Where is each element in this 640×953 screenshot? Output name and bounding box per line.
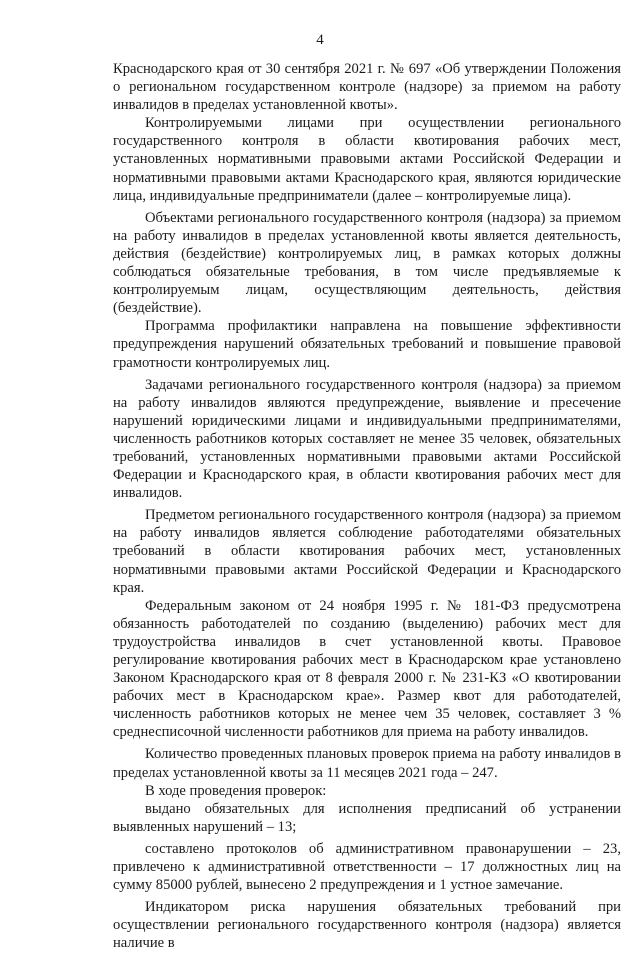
page-number: 4 [316,32,324,48]
paragraph: Контролируемыми лицами при осуществлении регионального государственного контроля в области квотирования рабочих мест, установленных нормативными правовыми актами Российской Федерации и нормативными правовыми актами Краснодарского края, являются юридические лица, индивидуальные предприниматели (далее – контролируемые лица). [113,115,621,204]
paragraph: Индикатором риска нарушения обязательных требований при осуществлении регионального государственного контроля (надзора) является наличие в [113,899,621,952]
document-body [113,60,621,953]
paragraph: составлено протоколов об административном правонарушении – 23, привлечено к административной ответственности – 17 должностных лиц на сумму 85000 рублей, вынесено 2 предупреждения и 1 устное замечание. [113,840,621,894]
paragraph: выдано обязательных для исполнения предписаний об устранении выявленных нарушений – 13; [113,800,621,835]
paragraph: Количество проведенных плановых проверок приема на работу инвалидов в пределах установленной квоты за 11 месяцев 2021 года – 247. [113,746,621,781]
paragraph: Предметом регионального государственного контроля (надзора) за приемом на работу инвалидов является соблюдение работодателями обязательных требований в области квотирования рабочих мест, установленных нормативными правовыми актами Российской Федерации и Краснодарского края. [113,507,621,596]
paragraph: Объектами регионального государственного контроля (надзора) за приемом на работу инвалидов в пределах установленной квоты является деятельность, действия (бездействие) контролируемых лиц, в рамках которых должны соблюдаться обязательные требования, в том числе предъявляемые к контролируемым лицам, осуществляющим деятельность, действия (бездействие). [113,209,621,317]
paragraph: Федеральным законом от 24 ноября 1995 г. № 181-ФЗ предусмотрена обязанность работодателей по созданию (выделению) рабочих мест для трудоустройства инвалидов в счет установленной квоты. Правовое регулирование квотирования рабочих мест в Краснодарском крае установлено Законом Краснодарского края от 8 февраля 2000 г. № 231-КЗ «О квотировании рабочих мест в Краснодарском крае». Размер квот для работодателей, численность работников которых не менее чем 35 человек, составляет 3 % среднесписочной численности работников для приема на работу инвалидов. [113,597,621,741]
paragraph: Задачами регионального государственного контроля (надзора) за приемом на работу инвалидов являются предупреждение, выявление и пресечение нарушений юридическими лицами и индивидуальными предпринимателями, численность работников которых составляет не менее 35 человек, обязательных требований, установленных нормативными правовыми актами Российской Федерации и Краснодарского края, в области квотирования рабочих мест для инвалидов. [113,376,621,502]
paragraph: В ходе проведения проверок: [145,782,327,799]
paragraph: Программа профилактики направлена на повышение эффективности предупреждения нарушений обязательных требований и повышение правовой грамотности контролируемых лиц. [113,318,621,371]
paragraph: Краснодарского края от 30 сентября 2021 г. № 697 «Об утверждении Положения о региональном государственном контроле (надзоре) за приемом на работу инвалидов в пределах установленной квоты». [113,61,621,114]
